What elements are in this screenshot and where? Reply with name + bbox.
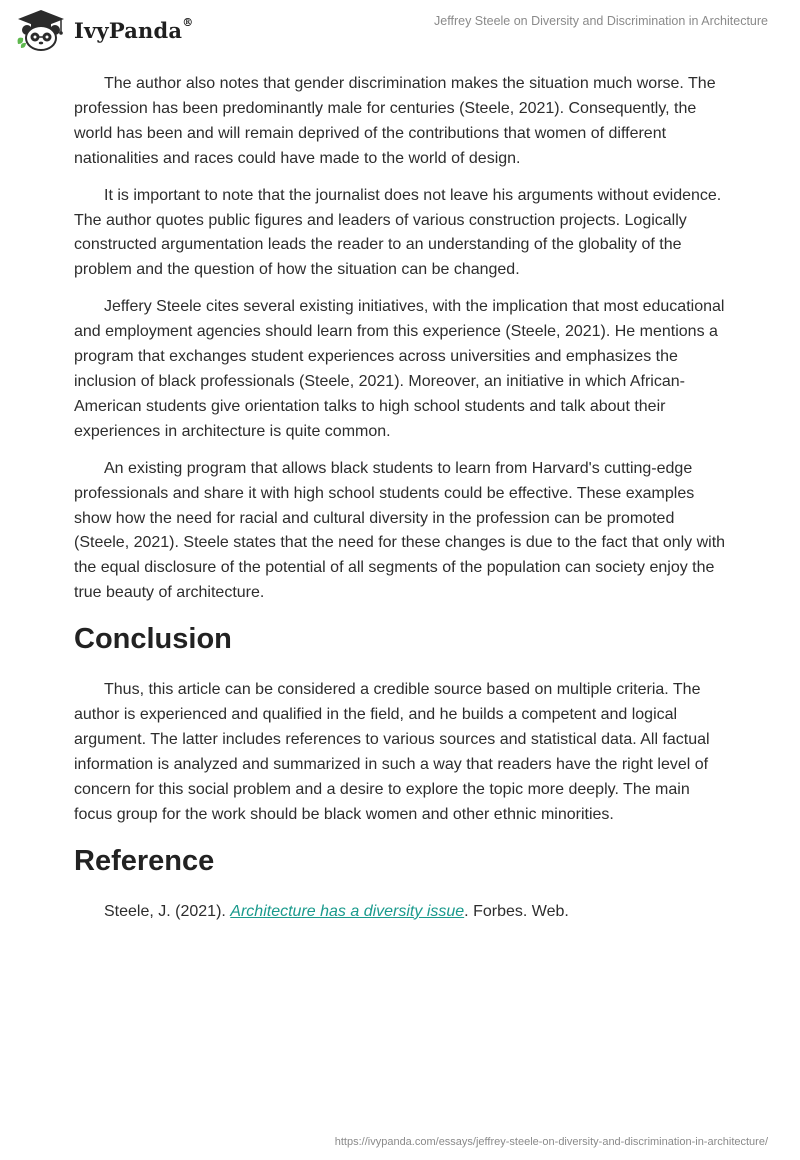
document-title: Jeffrey Steele on Diversity and Discrimination in Architecture xyxy=(434,14,768,28)
body-paragraph: It is important to note that the journalist does not leave his arguments without evidence. The author quotes public figures and leaders of various construction projects. Logically constructed argumentation leads the reader to an understanding of the globality of the problem and the question of how the situation can be changed. xyxy=(74,186,722,279)
reference-entry xyxy=(74,900,726,925)
ivypanda-logo[interactable] xyxy=(14,8,193,52)
page-header xyxy=(0,0,800,64)
source-url[interactable]: https://ivypanda.com/essays/jeffrey-steele-on-diversity-and-discrimination-in-architecture/ xyxy=(334,1136,768,1148)
conclusion-heading: Conclusion xyxy=(74,623,232,656)
body-paragraph: Jeffery Steele cites several existing initiatives, with the implication that most educational and employment agencies should learn from this experience (Steele, 2021). He mentions a program that exchanges student experiences across universities and emphasizes the inclusion of black professionals (Steele, 2021). Moreover, an initiative in which African-American students give orientation talks to high school students and talk about their experiences in architecture is quite common. xyxy=(74,298,725,440)
panda-mascot-icon xyxy=(14,8,68,52)
body-paragraph: The author also notes that gender discrimination makes the situation much worse. The profession has been predominantly male for centuries (Steele, 2021). Consequently, the world has been and will remain deprived of the contributions that women of different nationalities and races could have made to the world of design. xyxy=(74,75,716,167)
reference-link[interactable]: Architecture has a diversity issue xyxy=(230,902,465,920)
reference-prefix: Steele, J. (2021). xyxy=(104,902,231,920)
conclusion-paragraph: Thus, this article can be considered a credible source based on multiple criteria. The author is experienced and qualified in the field, and he builds a competent and logical argument. The latter includes references to various sources and statistical data. All factual information is analyzed and summarized in such a way that readers have the right level of concern for this social problem and a desire to explore the topic more deeply. The main focus group for the work should be black women and other ethnic minorities. xyxy=(74,681,710,823)
reference-suffix: . Forbes. Web. xyxy=(464,902,569,920)
essay-content xyxy=(74,72,726,936)
reference-heading: Reference xyxy=(74,844,215,877)
brand-name: IvyPanda® xyxy=(74,15,194,43)
body-paragraph: An existing program that allows black students to learn from Harvard's cutting-edge professionals and share it with high school students could be effective. These examples show how the need for racial and cultural diversity in the profession can be promoted (Steele, 2021). Steele states that the need for these changes is due to the fact that only with the equal disclosure of the potential of all segments of the population can society enjoy the true beauty of architecture. xyxy=(74,459,726,602)
